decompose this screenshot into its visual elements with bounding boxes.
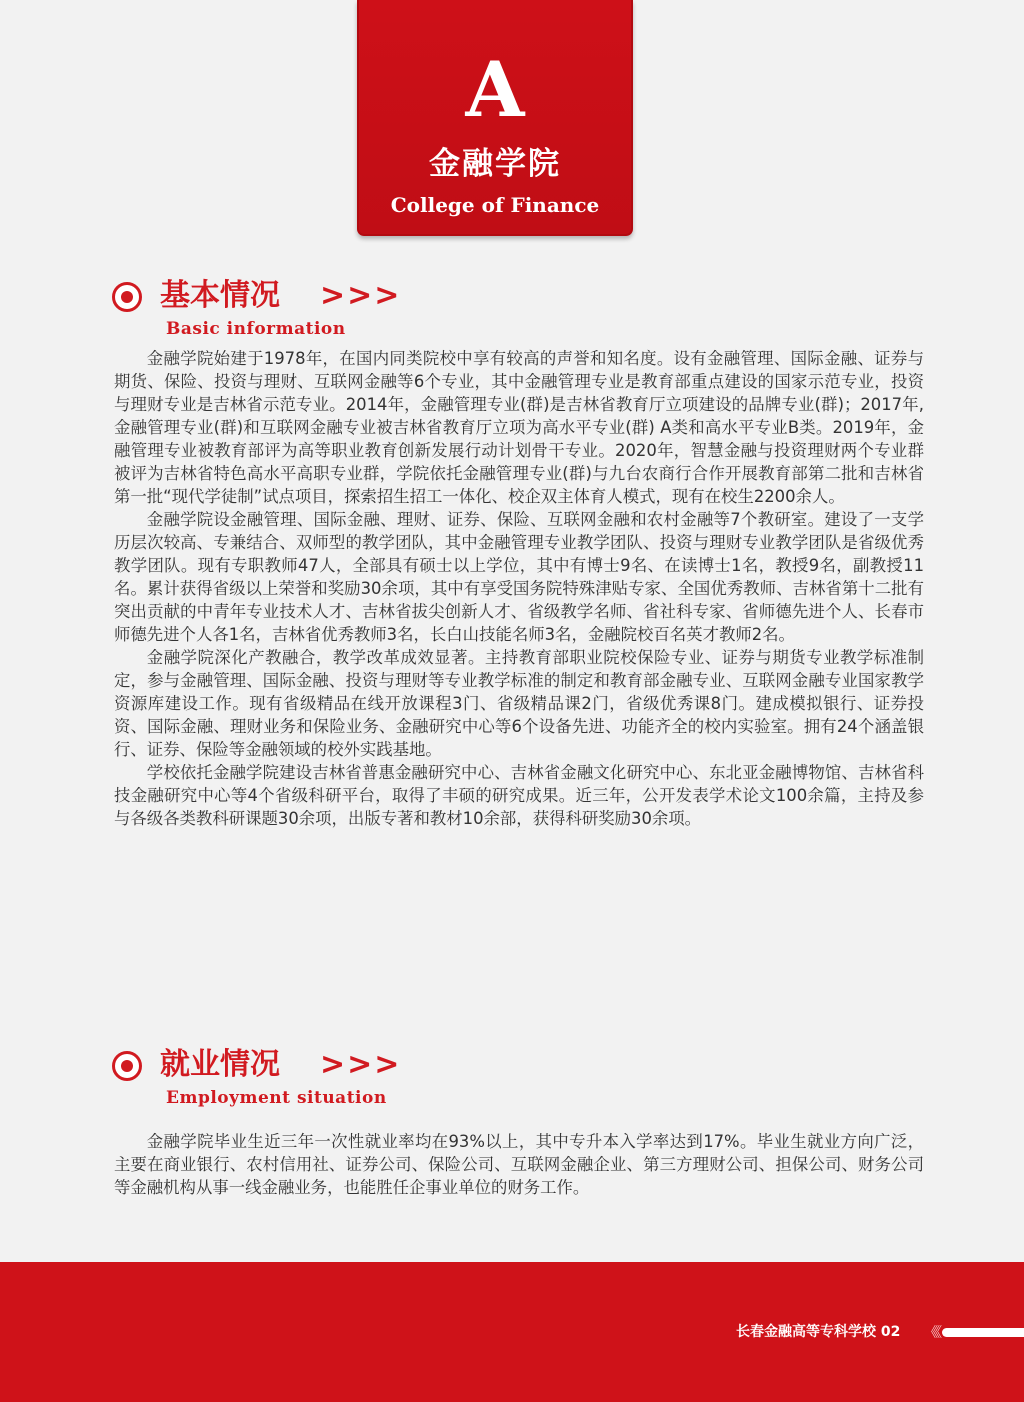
section-subtitle: Basic information: [166, 319, 346, 339]
section-arrows: >>>: [320, 278, 402, 313]
section-title: 基本情况: [160, 278, 280, 313]
badge-letter: A: [465, 45, 525, 134]
double-chevron-icon: 《《: [924, 1325, 939, 1341]
paragraph: 金融学院设金融管理、国际金融、理财、证券、保险、互联网金融和农村金融等7个教研室。建设了一支学历层次较高、专兼结合、双师型的教学团队，其中金融管理专业教学团队、投资与理财专业教学团队是省级优秀教学团队。现有专职教师47人，全部具有硕士以上学位，其中有博士9名、在读博士1名，教授9名，副教授11名。累计获得省级以上荣誉和奖励30余项，其中有享受国务院特殊津贴专家、全国优秀教师、吉林省第十二批有突出贡献的中青年专业技术人才、吉林省拔尖创新人才、省级教学名师、省社科专家、省师德先进个人、长春市师德先进个人各1名，吉林省优秀教师3名，长白山技能名师3名，金融院校百名英才教师2名。: [114, 510, 924, 644]
section-subtitle: Employment situation: [166, 1088, 387, 1108]
section-title: 就业情况: [160, 1047, 280, 1082]
footer-school-page: [736, 1322, 900, 1342]
target-circle-icon: [112, 1051, 142, 1081]
section-arrows: >>>: [320, 1047, 402, 1082]
page-number: 02: [880, 1324, 901, 1340]
paragraph: 金融学院深化产教融合，教学改革成效显著。主持教育部职业院校保险专业、证券与期货专业教学标准制定，参与金融管理、国际金融、投资与理财等专业教学标准的制定和教育部金融专业、互联网金融专业国家教学资源库建设工作。现有省级精品在线开放课程3门、省级精品课2门，省级优秀课8门。建成模拟银行、证券投资、国际金融、理财业务和保险业务、金融研究中心等6个设备先进、功能齐全的校内实验室。拥有24个涵盖银行、证券、保险等金融领域的校外实践基地。: [114, 648, 924, 759]
target-circle-icon: [112, 282, 142, 312]
section-body-basic: [114, 347, 924, 830]
college-badge: [357, 0, 633, 236]
footer-white-bar: [942, 1328, 1024, 1337]
badge-title-en: College of Finance: [390, 193, 600, 217]
section-body-employment: [114, 1130, 924, 1199]
paragraph: 金融学院始建于1978年，在国内同类院校中享有较高的声誉和知名度。设有金融管理、国际金融、证券与期货、保险、投资与理财、互联网金融等6个专业，其中金融管理专业是教育部重点建设的国家示范专业，投资与理财专业是吉林省示范专业。2014年，金融管理专业(群)是吉林省教育厅立项建设的品牌专业(群)；2017年,金融管理专业(群)和互联网金融专业被吉林省教育厅立项为高水平专业(群) A类和高水平专业B类。2019年，金融管理专业被教育部评为高等职业教育创新发展行动计划骨干专业。2020年，智慧金融与投资理财两个专业群被评为吉林省特色高水平高职专业群，学院依托金融管理专业(群)与九台农商行合作开展教育部第二批和吉林省第一批“现代学徒制”试点项目，探索招生招工一体化、校企双主体育人模式，现有在校生2200余人。: [114, 349, 924, 506]
badge-title-cn: 金融学院: [429, 146, 561, 182]
paragraph: 学校依托金融学院建设吉林省普惠金融研究中心、吉林省金融文化研究中心、东北亚金融博物馆、吉林省科技金融研究中心等4个省级科研平台，取得了丰硕的研究成果。近三年，公开发表学术论文100余篇，主持及参与各级各类教科研课题30余项，出版专著和教材10余部，获得科研奖励30余项。: [114, 763, 924, 828]
paragraph: 金融学院毕业生近三年一次性就业率均在93%以上，其中专升本入学率达到17%。毕业生就业方向广泛，主要在商业银行、农村信用社、证券公司、保险公司、互联网金融企业、第三方理财公司、担保公司、财务公司等金融机构从事一线金融业务，也能胜任企事业单位的财务工作。: [114, 1132, 924, 1197]
footer-school-name: 长春金融高等专科学校: [736, 1324, 876, 1340]
